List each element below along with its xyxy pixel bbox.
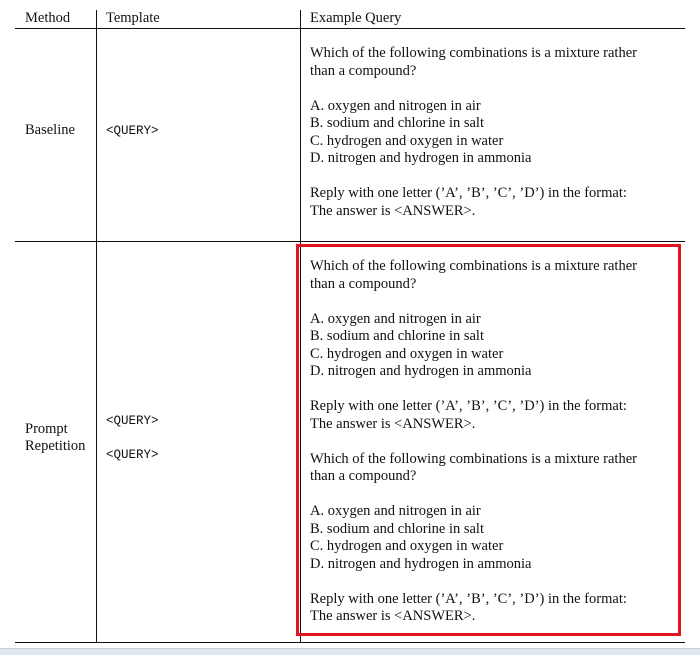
- repetition-template-query-1: <QUERY>: [106, 414, 159, 428]
- header-template: Template: [106, 10, 160, 26]
- answer-option: A. oxygen and nitrogen in air: [310, 310, 481, 327]
- repeated-answer-option: A. oxygen and nitrogen in air: [310, 503, 481, 519]
- repetition-template-query-2: <QUERY>: [106, 448, 159, 462]
- question-text: than a compound?: [310, 62, 417, 79]
- repeated-instruction-text: The answer is <ANSWER>.: [310, 608, 476, 624]
- answer-option: D. nitrogen and hydrogen in ammonia: [310, 363, 532, 379]
- header-method: Method: [25, 10, 71, 26]
- instruction-text: Reply with one letter (’A’, ’B’, ’C’, ’D’) in the format:: [310, 185, 627, 201]
- question-text: Which of the following combinations is a mixture rather: [310, 45, 637, 61]
- answer-option: C. hydrogen and oxygen in water: [310, 345, 504, 362]
- answer-option: A. oxygen and nitrogen in air: [310, 97, 481, 114]
- baseline-template: <QUERY>: [106, 124, 159, 138]
- answer-option: C. hydrogen and oxygen in water: [310, 132, 504, 149]
- header-example-query: Example Query: [310, 10, 402, 26]
- answer-option: B. sodium and chlorine in salt: [310, 328, 484, 344]
- baseline-example-query: [310, 45, 670, 220]
- repeated-answer-option: C. hydrogen and oxygen in water: [310, 538, 504, 554]
- question-text: Which of the following combinations is a mixture rather: [310, 258, 637, 274]
- repeated-instruction-text: Reply with one letter (’A’, ’B’, ’C’, ’D’) in the format:: [310, 590, 627, 607]
- instruction-text: The answer is <ANSWER>.: [310, 415, 476, 432]
- repeated-question-text: Which of the following combinations is a mixture rather: [310, 450, 637, 467]
- bottom-rule: [15, 642, 685, 643]
- question-text: than a compound?: [310, 275, 417, 292]
- answer-option: B. sodium and chlorine in salt: [310, 115, 484, 131]
- repeated-answer-option: B. sodium and chlorine in salt: [310, 520, 484, 537]
- answer-option: D. nitrogen and hydrogen in ammonia: [310, 150, 532, 166]
- row-divider-rule: [15, 241, 685, 242]
- highlight-box: [296, 244, 681, 636]
- instruction-text: The answer is <ANSWER>.: [310, 202, 476, 219]
- repeated-question-text: than a compound?: [310, 468, 417, 484]
- repetition-method-line2: Repetition: [25, 438, 86, 454]
- instruction-text: Reply with one letter (’A’, ’B’, ’C’, ’D’) in the format:: [310, 398, 627, 414]
- column-divider-1: [96, 10, 97, 642]
- repeated-answer-option: D. nitrogen and hydrogen in ammonia: [310, 555, 532, 572]
- repetition-method-line1: Prompt: [25, 421, 68, 437]
- header-rule: [15, 28, 685, 29]
- bottom-scroll-strip: [0, 648, 700, 655]
- baseline-method: Baseline: [25, 122, 75, 138]
